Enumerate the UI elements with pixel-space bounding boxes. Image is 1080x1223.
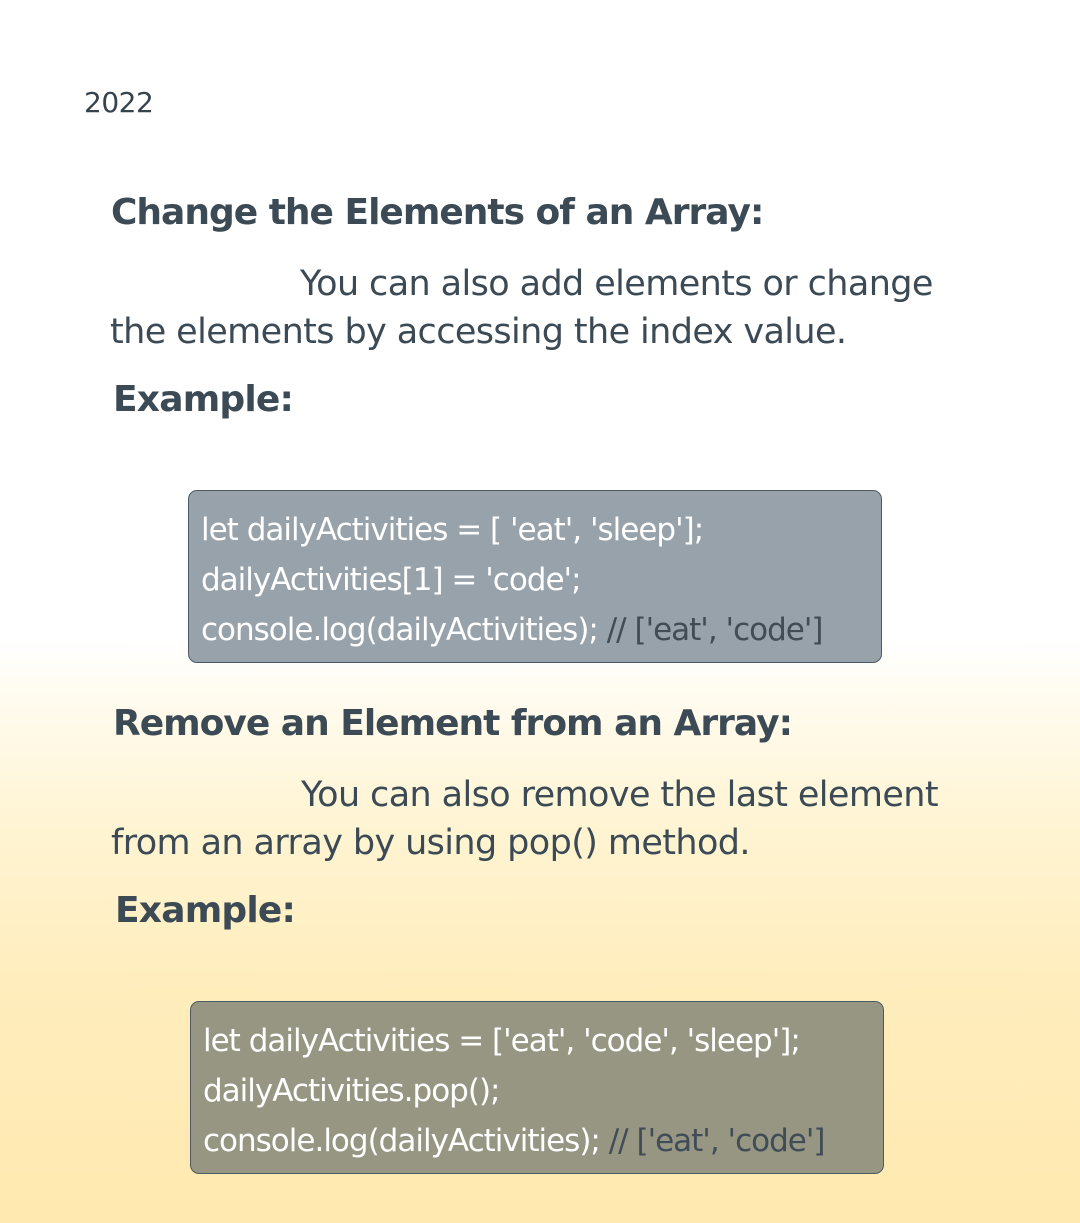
code-comment: // ['eat', 'code'] xyxy=(599,1123,825,1159)
section-heading-remove-element: Remove an Element from an Array: xyxy=(113,703,792,744)
paragraph-line: You can also add elements or change xyxy=(300,264,933,304)
code-text: dailyActivities[1] = 'code'; xyxy=(201,562,581,598)
code-text: console.log(dailyActivities); xyxy=(203,1123,600,1159)
code-text: console.log(dailyActivities); xyxy=(201,612,598,648)
code-comment: // ['eat', 'code'] xyxy=(597,612,823,648)
section-paragraph-remove-element xyxy=(111,771,971,867)
section-heading-change-elements: Change the Elements of an Array: xyxy=(111,192,764,233)
paragraph-line: from an array by using pop() method. xyxy=(111,823,750,863)
paragraph-line: the elements by accessing the index value. xyxy=(110,312,847,352)
code-line xyxy=(203,1116,871,1166)
code-line xyxy=(203,1066,871,1116)
code-line xyxy=(201,605,869,655)
code-text: let dailyActivities = ['eat', 'code', 'sleep']; xyxy=(203,1023,800,1059)
paragraph-line: You can also remove the last element xyxy=(301,775,938,815)
code-line xyxy=(201,505,869,555)
code-block-remove-element xyxy=(190,1001,884,1174)
example-label: Example: xyxy=(113,379,294,420)
section-paragraph-change-elements xyxy=(110,260,970,356)
code-text: dailyActivities.pop(); xyxy=(203,1073,500,1109)
code-text: let dailyActivities = [ 'eat', 'sleep']; xyxy=(201,512,704,548)
year-label: 2022 xyxy=(84,86,154,119)
code-block-change-elements xyxy=(188,490,882,663)
code-line xyxy=(203,1016,871,1066)
example-label: Example: xyxy=(115,890,296,931)
code-line xyxy=(201,555,869,605)
